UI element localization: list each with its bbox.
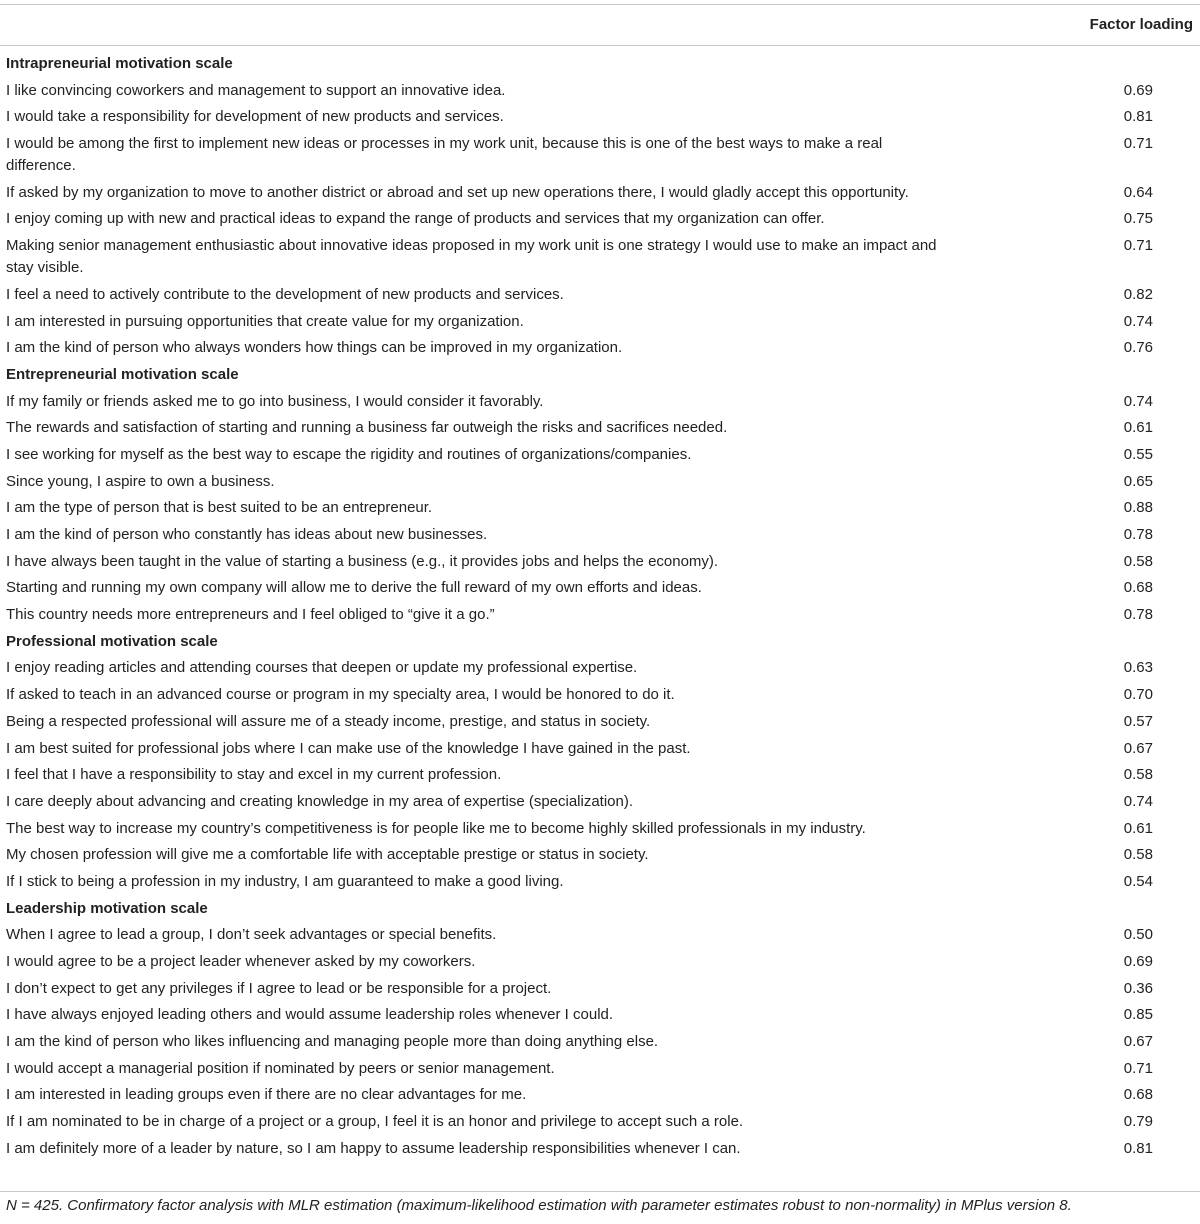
item-statement: Starting and running my own company will allow me to derive the full reward of my own efforts and ideas. <box>6 579 702 597</box>
section-title: Professional motivation scale <box>6 632 218 650</box>
factor-loading-value: 0.61 <box>1123 419 1153 437</box>
section-header-row <box>0 631 1200 653</box>
factor-loading-value: 0.68 <box>1123 1086 1153 1104</box>
factor-loading-value: 0.69 <box>1123 953 1153 970</box>
item-statement: If I stick to being a profession in my industry, I am guaranteed to make a good living. <box>6 872 564 890</box>
table-row <box>0 577 1200 599</box>
table-row <box>0 818 1200 840</box>
factor-loading-value: 0.88 <box>1123 499 1153 517</box>
item-statement: I see working for myself as the best way to escape the rigidity and routines of organizations/companies. <box>6 445 692 463</box>
factor-loading-value: 0.57 <box>1123 712 1153 730</box>
factor-loading-value: 0.74 <box>1123 792 1153 810</box>
table-row <box>0 133 1200 177</box>
item-statement: If my family or friends asked me to go into business, I would consider it favorably. <box>6 392 544 410</box>
table-row <box>0 764 1200 786</box>
table-row <box>0 924 1200 946</box>
table-footnote: N = 425. Confirmatory factor analysis with MLR estimation (maximum-likelihood estimation with parameter estimates robust to non-normality) in MPlus version 8. <box>6 1197 1072 1214</box>
table-row <box>0 235 1200 279</box>
item-statement: I don’t expect to get any privileges if I agree to lead or be responsible for a project. <box>6 979 552 997</box>
factor-loading-value: 0.71 <box>1123 237 1153 255</box>
item-statement: I am definitely more of a leader by nature, so I am happy to assume leadership responsibilities whenever I can. <box>6 1139 741 1157</box>
item-statement: If asked by my organization to move to another district or abroad and set up new operations there, I would gladly accept this opportunity. <box>6 183 909 201</box>
table-row <box>0 1111 1200 1133</box>
factor-loading-value: 0.71 <box>1123 135 1153 153</box>
item-statement: When I agree to lead a group, I don’t seek advantages or special benefits. <box>6 926 497 944</box>
table-row <box>0 738 1200 760</box>
table-row <box>0 978 1200 1000</box>
factor-loading-value: 0.54 <box>1123 872 1153 890</box>
table-row <box>0 711 1200 733</box>
table-row <box>0 391 1200 413</box>
factor-loading-value: 0.58 <box>1123 846 1153 864</box>
item-statement: This country needs more entrepreneurs and I feel obliged to “give it a go.” <box>6 606 495 624</box>
item-statement: I have always been taught in the value of starting a business (e.g., it provides jobs and helps the economy). <box>6 552 719 570</box>
section-title: Intrapreneurial motivation scale <box>6 55 233 72</box>
table-row <box>0 106 1200 128</box>
table-row <box>0 417 1200 439</box>
factor-loading-value: 0.58 <box>1123 552 1153 570</box>
item-statement: I am the type of person that is best suited to be an entrepreneur. <box>6 499 433 517</box>
table-top-rule <box>0 4 1200 5</box>
item-statement: I like convincing coworkers and management to support an innovative idea. <box>6 81 506 99</box>
factor-loading-value: 0.74 <box>1123 392 1153 410</box>
factor-loading-value: 0.78 <box>1123 526 1153 543</box>
factor-loading-value: 0.70 <box>1123 686 1153 704</box>
factor-loading-value: 0.64 <box>1123 183 1153 201</box>
table-row <box>0 844 1200 866</box>
table-row <box>0 871 1200 893</box>
item-statement: I would accept a managerial position if nominated by peers or senior management. <box>6 1059 555 1077</box>
item-statement: I am interested in leading groups even if there are no clear advantages for me. <box>6 1086 527 1104</box>
item-statement: I enjoy coming up with new and practical ideas to expand the range of products and services that my organization can offer. <box>6 210 825 228</box>
table-row <box>0 208 1200 230</box>
table-row <box>0 1004 1200 1026</box>
column-header-factor-loading: Factor loading <box>1089 16 1193 33</box>
item-statement: The rewards and satisfaction of starting and running a business far outweigh the risks and sacrifices needed. <box>6 419 728 437</box>
factor-loading-value: 0.69 <box>1123 81 1153 99</box>
table-row <box>0 182 1200 204</box>
table-header-rule <box>0 45 1200 46</box>
item-statement: I am the kind of person who likes influencing and managing people more than doing anything else. <box>6 1033 659 1051</box>
table-row <box>0 444 1200 466</box>
item-statement: Being a respected professional will assure me of a steady income, prestige, and status in society. <box>6 712 651 730</box>
section-header-row <box>0 364 1200 386</box>
section-header-row <box>0 898 1200 920</box>
factor-loading-value: 0.36 <box>1123 979 1153 997</box>
factor-loading-value: 0.65 <box>1123 472 1153 490</box>
section-title: Leadership motivation scale <box>6 899 208 917</box>
factor-loading-value: 0.79 <box>1123 1113 1153 1131</box>
table-row <box>0 551 1200 573</box>
table-row <box>0 1084 1200 1106</box>
table-row <box>0 284 1200 306</box>
item-statement: Since young, I aspire to own a business. <box>6 472 275 490</box>
factor-loading-value: 0.68 <box>1123 579 1153 597</box>
table-bottom-rule <box>0 1191 1200 1192</box>
table-row <box>0 657 1200 679</box>
table-row <box>0 524 1200 546</box>
item-statement: I am the kind of person who constantly has ideas about new businesses. <box>6 526 488 543</box>
table-row <box>0 1031 1200 1053</box>
item-statement: If asked to teach in an advanced course or program in my specialty area, I would be honored to do it. <box>6 686 675 704</box>
item-statement: I am interested in pursuing opportunities that create value for my organization. <box>6 312 524 330</box>
factor-loading-value: 0.50 <box>1123 926 1153 944</box>
factor-loading-value: 0.58 <box>1123 766 1153 784</box>
factor-loading-value: 0.82 <box>1123 285 1153 303</box>
table-row <box>0 604 1200 626</box>
factor-loading-value: 0.67 <box>1123 739 1153 757</box>
item-statement: I have always enjoyed leading others and would assume leadership roles whenever I could. <box>6 1006 614 1024</box>
factor-loading-value: 0.74 <box>1123 312 1153 330</box>
item-statement: The best way to increase my country’s competitiveness is for people like me to become highly skilled professionals in my industry. <box>6 819 866 837</box>
table-body <box>0 53 1200 1165</box>
table-row <box>0 311 1200 333</box>
table-row <box>0 497 1200 519</box>
section-header-row <box>0 53 1200 75</box>
factor-loading-value: 0.55 <box>1123 445 1153 463</box>
factor-loading-value: 0.81 <box>1123 108 1153 126</box>
factor-loading-value: 0.63 <box>1123 659 1153 677</box>
factor-loading-value: 0.75 <box>1123 210 1153 228</box>
table-row <box>0 471 1200 493</box>
factor-loading-value: 0.71 <box>1123 1059 1153 1077</box>
section-title: Entrepreneurial motivation scale <box>6 365 239 383</box>
table-row <box>0 1058 1200 1080</box>
item-statement: I am best suited for professional jobs where I can make use of the knowledge I have gained in the past. <box>6 739 691 757</box>
table-row <box>0 1138 1200 1160</box>
item-statement: I enjoy reading articles and attending courses that deepen or update my professional expertise. <box>6 659 638 677</box>
item-statement: My chosen profession will give me a comfortable life with acceptable prestige or status in society. <box>6 846 649 864</box>
factor-loading-value: 0.76 <box>1123 339 1153 357</box>
factor-loading-value: 0.61 <box>1123 819 1153 837</box>
item-statement: I feel a need to actively contribute to the development of new products and services. <box>6 285 564 303</box>
table-row <box>0 80 1200 102</box>
factor-loading-value: 0.67 <box>1123 1033 1153 1051</box>
factor-loading-value: 0.78 <box>1123 606 1153 624</box>
item-statement: I care deeply about advancing and creating knowledge in my area of expertise (specialization). <box>6 792 634 810</box>
table-row <box>0 791 1200 813</box>
factor-loading-value: 0.85 <box>1123 1006 1153 1024</box>
item-statement: I feel that I have a responsibility to stay and excel in my current profession. <box>6 766 502 784</box>
table-row <box>0 684 1200 706</box>
item-statement: If I am nominated to be in charge of a project or a group, I feel it is an honor and privilege to accept such a role. <box>6 1113 744 1131</box>
table-row <box>0 337 1200 359</box>
item-statement: I would take a responsibility for development of new products and services. <box>6 108 504 126</box>
item-statement: I would agree to be a project leader whenever asked by my coworkers. <box>6 953 476 970</box>
table-row <box>0 951 1200 973</box>
factor-loading-value: 0.81 <box>1123 1139 1153 1157</box>
item-statement: I would be among the first to implement new ideas or processes in my work unit, because this is one of the best ways to make a real difference. <box>6 135 883 175</box>
item-statement: I am the kind of person who always wonders how things can be improved in my organization. <box>6 339 623 357</box>
item-statement: Making senior management enthusiastic about innovative ideas proposed in my work unit is one strategy I would use to make an impact and stay visible. <box>6 237 937 277</box>
